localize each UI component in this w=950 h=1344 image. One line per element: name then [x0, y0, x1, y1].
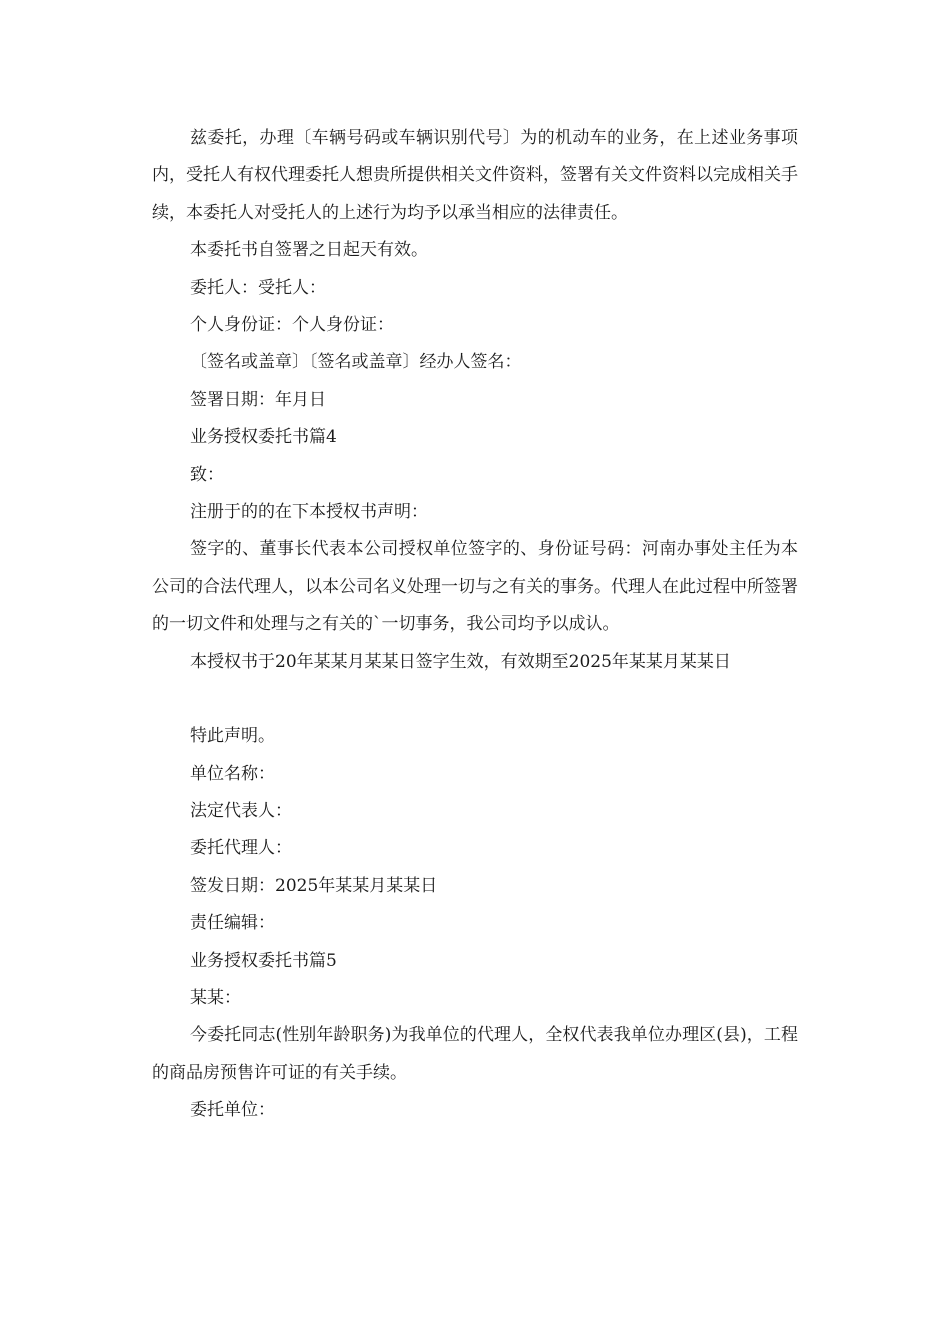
line-registered-statement: 注册于的的在下本授权书声明： — [190, 502, 428, 523]
section-title-4: 业务授权委托书篇4 — [190, 427, 337, 448]
line-editor: 责任编辑： — [190, 913, 275, 934]
line-unit-name: 单位名称： — [190, 763, 275, 784]
paragraph-authorization: 签字的、董事长代表本公司授权单位签字的、身份证号码：河南办事处主任为本公司的合法代理人，以本公司名义处理一切与之有关的事务。代理人在此过程中所签署的一切文件和处理与之有关的`一切事务，我公司均予以成认。 — [152, 539, 798, 635]
line-sign-date: 签署日期：年月日 — [190, 389, 326, 410]
line-to: 致： — [190, 464, 224, 485]
line-issue-date: 签发日期：2025年某某月某某日 — [190, 875, 438, 896]
line-signature: 〔签名或盖章〕〔签名或盖章〕经办人签名： — [190, 352, 522, 373]
paragraph-validity: 本委托书自签署之日起天有效。 — [190, 240, 428, 261]
section-title-5: 业务授权委托书篇5 — [190, 950, 337, 971]
paragraph-entrust-vehicle: 兹委托，办理〔车辆号码或车辆识别代号〕为的机动车的业务，在上述业务事项内，受托人有权代理委托人想贵所提供相关文件资料，签署有关文件资料以完成相关手续，本委托人对受托人的上述行为均予以承当相应的法律责任。 — [152, 128, 798, 223]
line-entrusted-agent: 委托代理人： — [190, 838, 292, 859]
line-principal-agent: 委托人：受托人： — [190, 277, 326, 298]
line-legal-representative: 法定代表人： — [190, 800, 292, 821]
paragraph-effective-period: 本授权书于20年某某月某某日签字生效，有效期至2025年某某月某某日 — [190, 651, 731, 672]
document-body — [152, 120, 798, 1130]
line-entrusting-unit: 委托单位： — [190, 1100, 275, 1121]
paragraph-entrust-presale: 今委托同志(性别年龄职务)为我单位的代理人，全权代表我单位办理区(县)，工程的商品房预售许可证的有关手续。 — [152, 1025, 798, 1083]
line-hereby-declare: 特此声明。 — [190, 726, 275, 747]
line-id-card: 个人身份证：个人身份证： — [190, 315, 394, 336]
line-addressee: 某某： — [190, 987, 241, 1008]
